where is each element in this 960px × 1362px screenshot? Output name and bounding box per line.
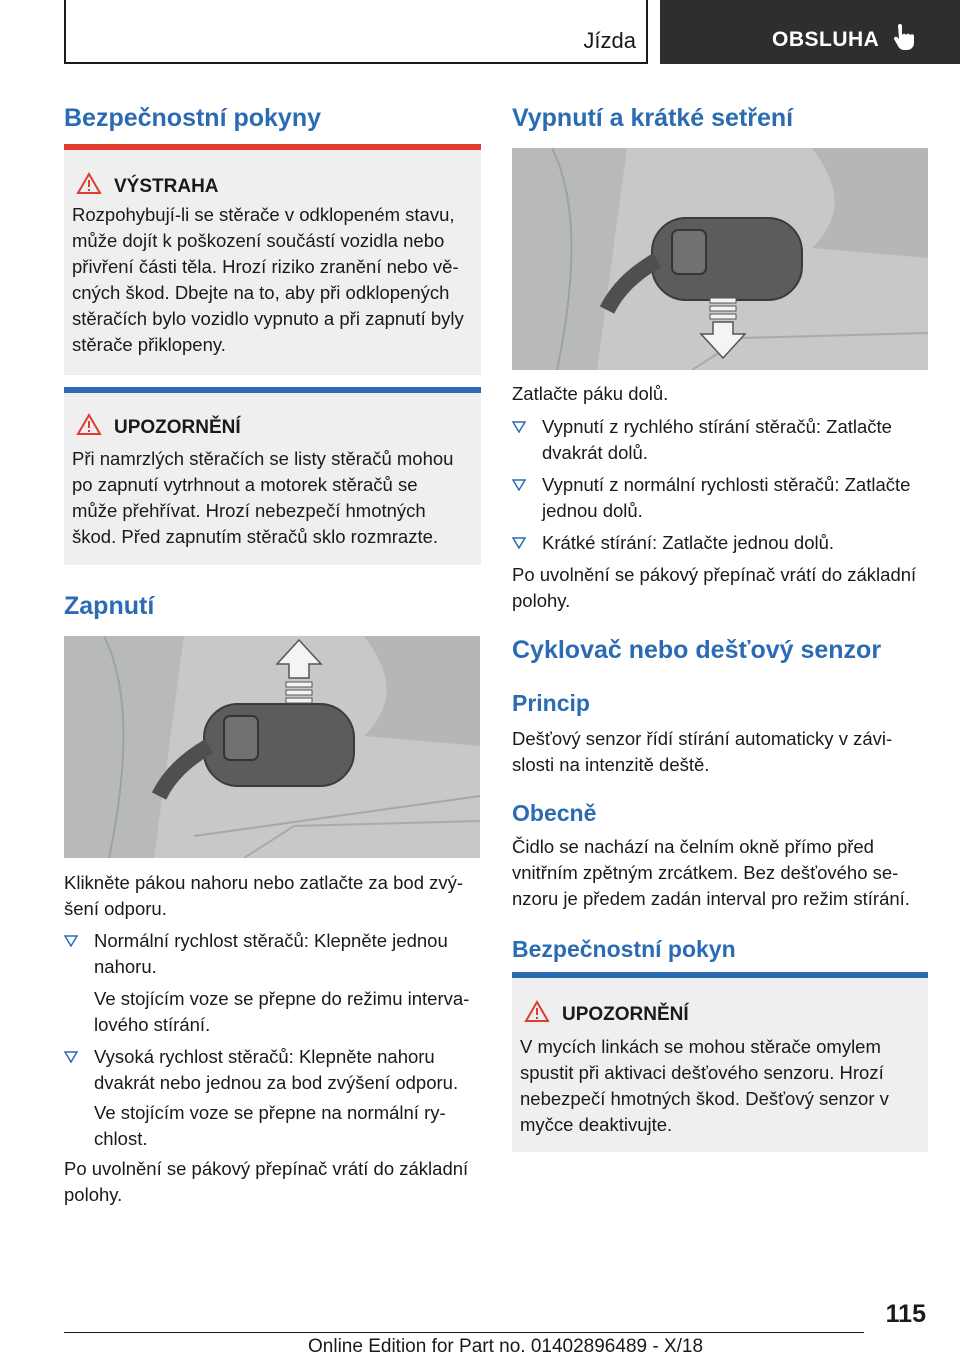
heading-switch-off: Vypnutí a krátké setření (512, 104, 794, 132)
caution-box (64, 387, 481, 565)
footer-edition: Online Edition for Part no. 01402896489 - X/18 (308, 1336, 704, 1357)
bullet-triangle-icon (512, 537, 526, 549)
page-number: 115 (885, 1300, 926, 1328)
caution-box (512, 972, 928, 1152)
caution-text: V mycích linkách se mohou stěrače omylem spustit při aktivaci dešťového senzoru. Hrozí nebezpečí hmotných škod. Dešťový senzor v myčce deaktivujte. (520, 1036, 889, 1135)
warning-triangle-icon (76, 172, 102, 195)
switch-off-intro: Zatlačte páku dolů. (512, 383, 669, 404)
wiper-lever-up-image (64, 636, 480, 858)
bullet-triangle-icon (64, 1051, 78, 1063)
warning-text: Rozpohybují-li se stěrače v odklopeném stavu, může dojít k poškození součástí vozidla nebo přivření části těla. Hrozí riziko zranění nebo vě- cných škod. Dbejte na to, aby při odklopených stěračích bylo vozidlo vypnuto a při zapnutí byly stěrače přiklopeny. (72, 204, 464, 355)
warning-bar (64, 144, 481, 150)
heading-safety-note: Bezpečnostní pokyn (512, 936, 736, 962)
heading-rain-sensor: Cyklovač nebo dešťový senzor (512, 636, 882, 664)
heading-principle: Princip (512, 690, 590, 716)
caution-bar (64, 387, 481, 393)
bullet-triangle-icon (512, 421, 526, 433)
list-item: Krátké stírání: Zatlačte jednou dolů. (512, 530, 932, 556)
warning-triangle-icon (76, 413, 102, 436)
header-frame (64, 0, 648, 64)
list-item: Vypnutí z rychlého stírání stěračů: Zatlačte dvakrát dolů. (512, 414, 932, 466)
heading-general: Obecně (512, 800, 597, 826)
principle-text: Dešťový senzor řídí stírání automaticky v závi- slosti na intenzitě deště. (512, 728, 893, 775)
footer-rule (64, 1332, 864, 1333)
warning-box (64, 144, 481, 375)
list-item-note: Ve stojícím voze se přepne do režimu interva- lového stírání. (94, 988, 470, 1035)
warning-triangle-icon (524, 1000, 550, 1023)
list-item-note: Ve stojícím voze se přepne na normální ry- chlost. (94, 1102, 446, 1149)
header-tab (660, 0, 960, 64)
switch-off-outro: Po uvolnění se pákový přepínač vrátí do základní polohy. (512, 564, 917, 611)
bullet-triangle-icon (512, 479, 526, 491)
general-text: Čidlo se nachází na čelním okně přímo před vnitřním zpětným zrcátkem. Bez dešťového se- nzoru je předem zadán interval pro režim stírání. (512, 836, 910, 909)
heading-switch-on: Zapnutí (64, 592, 155, 620)
switch-on-intro: Klikněte pákou nahoru nebo zatlačte za bod zvý- šení odporu. (64, 872, 464, 919)
caution-title: UPOZORNĚNÍ (114, 417, 241, 438)
hand-pointer-icon (892, 24, 916, 52)
bullet-triangle-icon (64, 935, 78, 947)
list-item: Vypnutí z normální rychlosti stěračů: Zatlačte jednou dolů. (512, 472, 932, 524)
caution-title: UPOZORNĚNÍ (562, 1004, 689, 1025)
list-item: Normální rychlost stěračů: Klepněte jednou nahoru. (64, 928, 484, 980)
header-section-title: Jízda (583, 28, 636, 53)
wiper-lever-down-image (512, 148, 928, 370)
caution-text: Při namrzlých stěračích se listy stěračů mohou po zapnutí vytrhnout a motorek stěračů se může přehřívat. Hrozí nebezpečí hmotných škod. Před zapnutím stěračů sklo rozmrazte. (72, 448, 454, 547)
list-item: Vysoká rychlost stěračů: Klepněte nahoru dvakrát nebo jednou za bod zvýšení odporu. (64, 1044, 484, 1096)
caution-bar (512, 972, 928, 978)
header-tab-label: OBSLUHA (772, 28, 880, 51)
switch-on-outro: Po uvolnění se pákový přepínač vrátí do základní polohy. (64, 1158, 469, 1205)
warning-title: VÝSTRAHA (114, 176, 219, 197)
heading-safety-instructions: Bezpečnostní pokyny (64, 104, 321, 132)
